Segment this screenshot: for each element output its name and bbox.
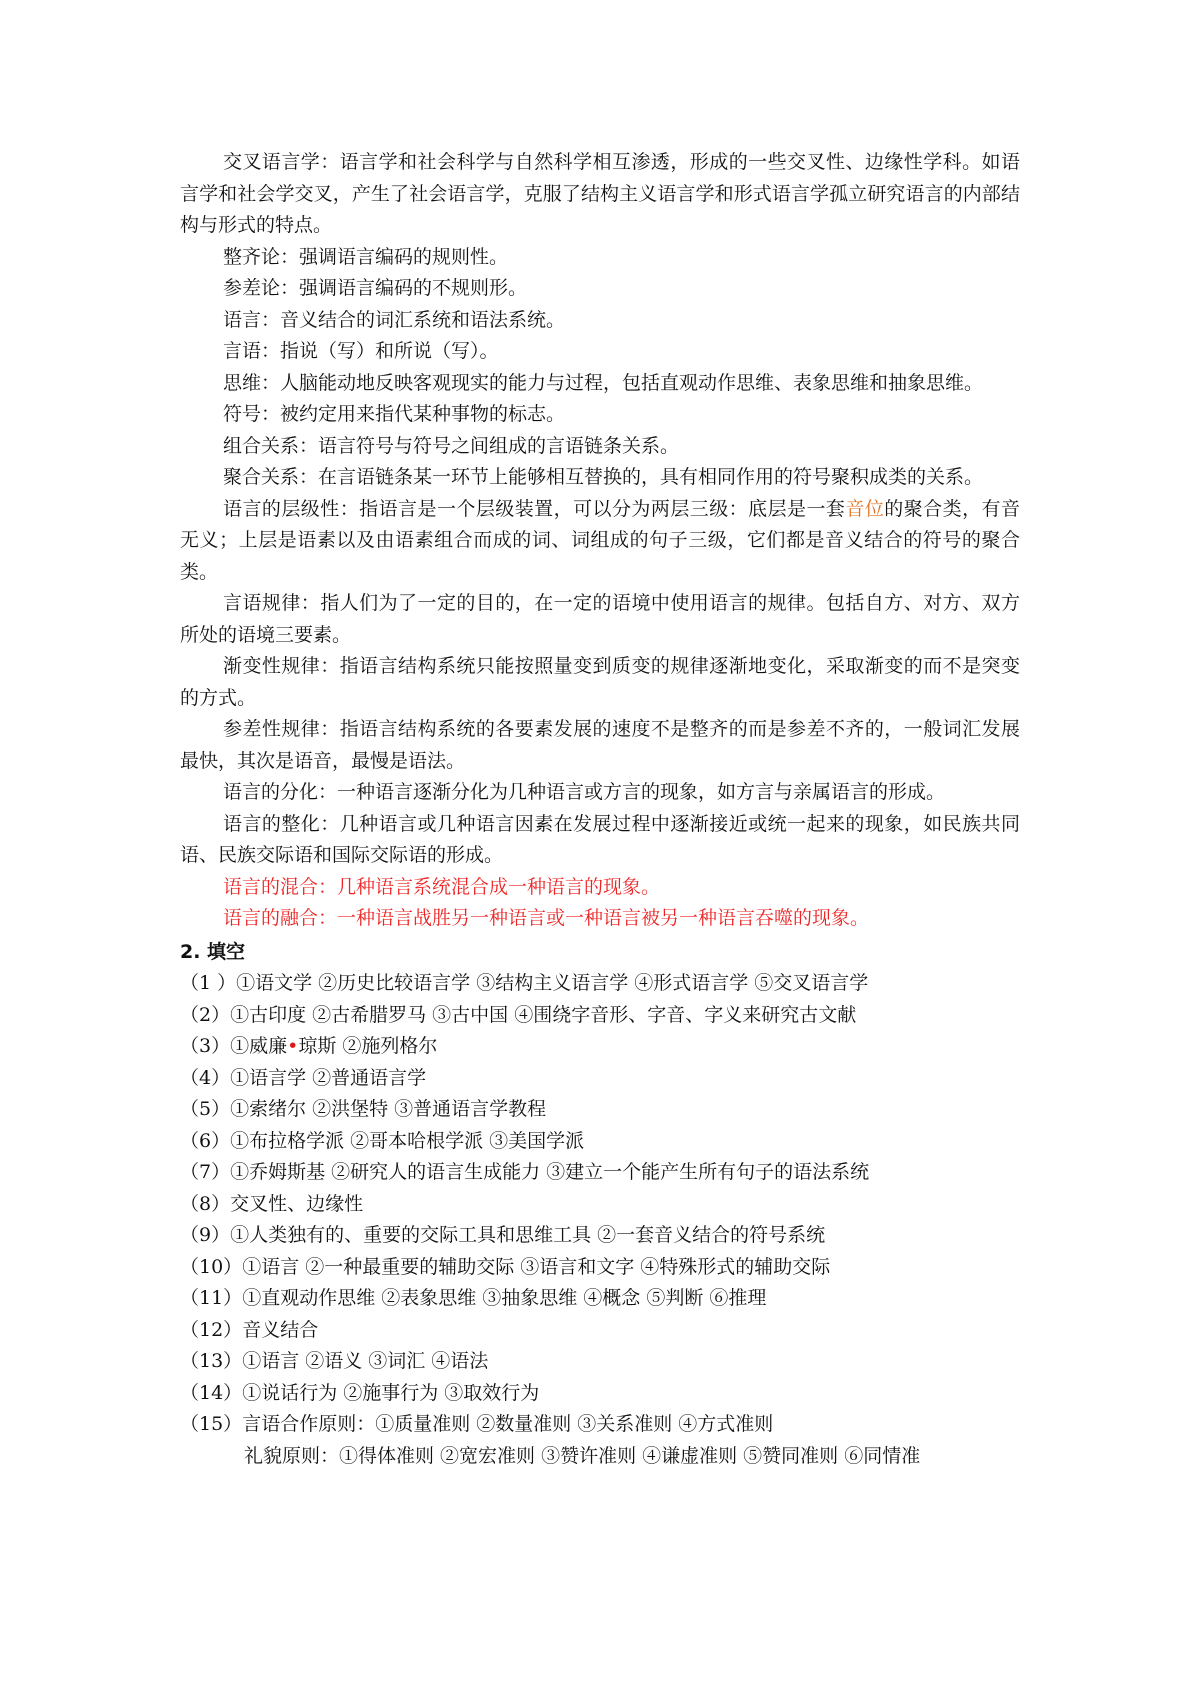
fill-answer	[180, 1157, 1020, 1189]
section-heading-fill-in: 2. 填空	[180, 940, 246, 963]
answer-text: ①人类独有的、重要的交际工具和思维工具 ②一套音义结合的符号系统	[230, 1224, 826, 1246]
answer-text: ①语言学 ②普通语言学	[230, 1066, 427, 1089]
fill-answer	[180, 1000, 1020, 1032]
answer-text: ①说话行为 ②施事行为 ③取效行为	[242, 1381, 540, 1404]
definition-language-mixing: 语言的混合：几种语言系统混合成一种语言的现象。	[223, 875, 661, 898]
answer-number: （12）	[180, 1318, 243, 1341]
hierarchy-text-after: 的聚合类，有音无义；上层是语素以及由语素组合而成的词、词组成的句子三级，它们都是音义结合的符号的聚合类。	[180, 497, 1020, 583]
answer-number: （8）	[180, 1192, 231, 1215]
definition-speech: 言语：指说（写）和所说（写）。	[223, 340, 499, 362]
definition-cross-linguistics: 交叉语言学：语言学和社会科学与自然科学相互渗透，形成的一些交叉性、边缘性学科。如语言学和社会学交叉，产生了社会语言学，克服了结构主义语言学和形式语言学孤立研究语言的内部结构与形式的特点。	[180, 151, 1020, 236]
fill-answer	[180, 1378, 1020, 1410]
answer-number: （2）	[180, 1003, 231, 1026]
fill-answer	[180, 968, 1020, 1000]
answer-number: （5）	[180, 1098, 231, 1120]
definition-language-hierarchy	[180, 494, 1020, 589]
answer-text: ①乔姆斯基 ②研究人的语言生成能力 ③建立一个能产生所有句子的语法系统	[230, 1161, 870, 1183]
answer-text: 礼貌原则：①得体准则 ②宽宏准则 ③赞许准则 ④谦虚准则 ⑤赞同准则 ⑥同情准	[244, 1444, 921, 1467]
fill-answer	[180, 1094, 1020, 1126]
definition-symbol: 符号：被约定用来指代某种事物的标志。	[223, 403, 566, 425]
fill-answer	[180, 1189, 1020, 1221]
answer-text: 音义结合	[242, 1318, 319, 1341]
answer-text: ①索绪尔 ②洪堡特 ③普通语言学教程	[230, 1098, 547, 1120]
definition-thinking: 思维：人脑能动地反映客观现实的能力与过程，包括直观动作思维、表象思维和抽象思维。	[223, 371, 984, 394]
answer-text: 言语合作原则：①质量准则 ②数量准则 ③关系准则 ④方式准则	[242, 1413, 774, 1435]
answer-number: （11）	[180, 1287, 243, 1309]
answer-number: （9）	[180, 1224, 231, 1246]
answer-number: （4）	[180, 1066, 231, 1089]
answer-number: （14）	[180, 1381, 243, 1404]
fill-answer	[180, 1315, 1020, 1347]
fill-answer	[180, 1220, 1020, 1252]
answer-number: （13）	[180, 1350, 243, 1372]
definition-language-differentiation: 语言的分化：一种语言逐渐分化为几种语言或方言的现象，如方言与亲属语言的形成。	[223, 781, 946, 803]
answer-number: （6）	[180, 1129, 231, 1152]
definition-irregularity-theory: 参差论：强调语言编码的不规则形。	[223, 277, 528, 299]
answer-text: ①直观动作思维 ②表象思维 ③抽象思维 ④概念 ⑤判断 ⑥推理	[242, 1287, 767, 1309]
definition-unevenness-law: 参差性规律：指语言结构系统的各要素发展的速度不是整齐的而是参差不齐的，一般词汇发展最快，其次是语音，最慢是语法。	[180, 718, 1020, 772]
fill-answer	[180, 1063, 1020, 1095]
definition-paradigmatic-relation: 聚合关系：在言语链条某一环节上能够相互替换的，具有相同作用的符号聚积成类的关系。	[223, 466, 984, 488]
fill-answer	[180, 1252, 1020, 1284]
answer-number: （1 ）	[180, 972, 237, 994]
fill-answer	[180, 1283, 1020, 1315]
answer-number: （15）	[180, 1413, 243, 1435]
phoneme-link[interactable]: 音位	[845, 497, 885, 520]
document-page	[180, 147, 1020, 1472]
answer-text: ①古印度 ②古希腊罗马 ③古中国 ④围绕字音形、字音、字义来研究古文献	[230, 1003, 857, 1026]
fill-answer-continuation	[180, 1441, 1020, 1473]
answer-text: ①语言 ②一种最重要的辅助交际 ③语言和文字 ④特殊形式的辅助交际	[242, 1255, 831, 1278]
fill-answer	[180, 1346, 1020, 1378]
answer-number: （10）	[180, 1255, 243, 1278]
definition-language: 语言：音义结合的词汇系统和语法系统。	[223, 308, 566, 331]
definition-language-integration: 语言的整化：几种语言或几种语言因素在发展过程中逐渐接近或统一起来的现象，如民族共同语、民族交际语和国际交际语的形成。	[180, 812, 1020, 866]
answer-text: ①布拉格学派 ②哥本哈根学派 ③美国学派	[230, 1129, 585, 1152]
answer-text-after: 琼斯 ②施列格尔	[298, 1035, 438, 1057]
answer-number: （3）	[180, 1035, 231, 1057]
fill-answer	[180, 1126, 1020, 1158]
definition-regularity-theory: 整齐论：强调语言编码的规则性。	[223, 245, 509, 268]
fill-answer	[180, 1409, 1020, 1441]
definition-syntagmatic-relation: 组合关系：语言符号与符号之间组成的言语链条关系。	[223, 434, 680, 457]
fill-answer	[180, 1031, 1020, 1063]
hierarchy-text-before: 语言的层级性：指语言是一个层级装置，可以分为两层三级：底层是一套	[223, 497, 846, 520]
answer-text: ①语文学 ②历史比较语言学 ③结构主义语言学 ④形式语言学 ⑤交叉语言学	[236, 972, 869, 994]
red-dot-separator: •	[287, 1035, 299, 1057]
definition-gradual-change-law: 渐变性规律：指语言结构系统只能按照量变到质变的规律逐渐地变化，采取渐变的而不是突变的方式。	[180, 655, 1020, 709]
answer-text: ①语言 ②语义 ③词汇 ④语法	[242, 1350, 489, 1372]
definition-speech-rules: 言语规律：指人们为了一定的目的，在一定的语境中使用语言的规律。包括自方、对方、双方所处的语境三要素。	[180, 592, 1020, 646]
answer-number: （7）	[180, 1161, 231, 1183]
answer-text: 交叉性、边缘性	[230, 1192, 364, 1215]
definition-language-fusion: 语言的融合：一种语言战胜另一种语言或一种语言被另一种语言吞噬的现象。	[223, 907, 870, 929]
answer-text-before: ①威廉	[230, 1035, 288, 1057]
